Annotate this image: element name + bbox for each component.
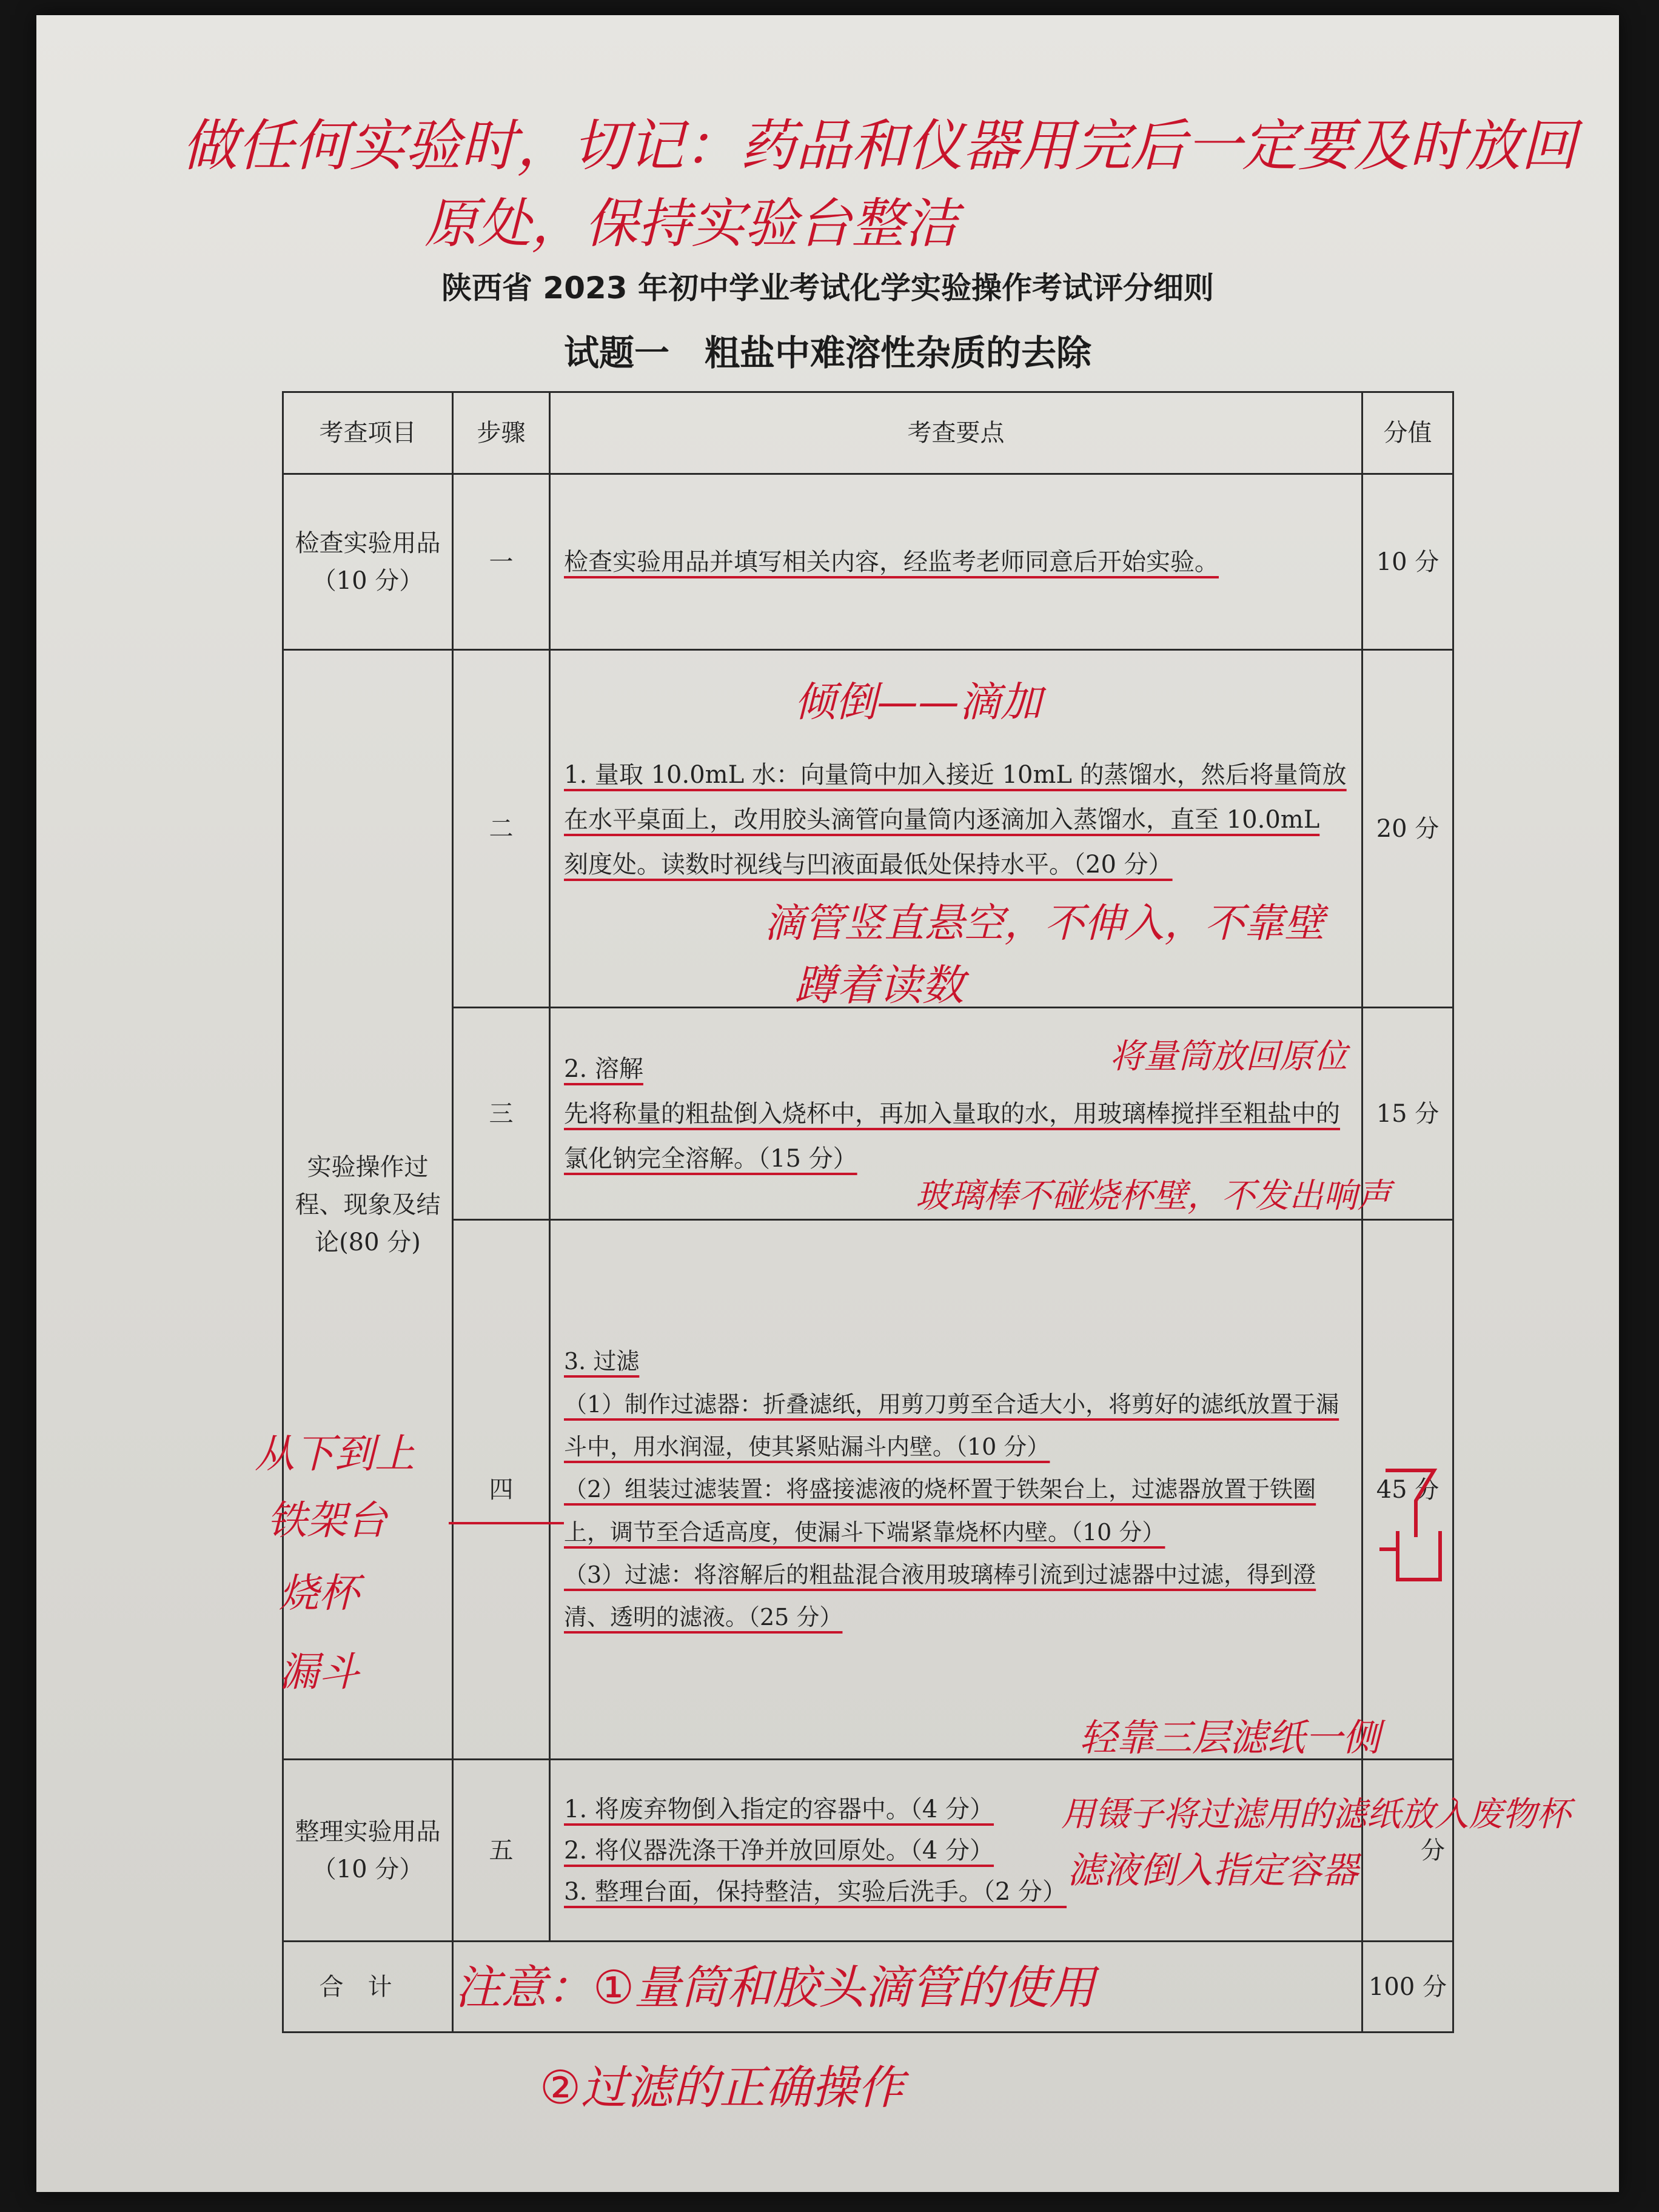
requirement-cell bbox=[550, 1220, 1362, 1760]
header-score: 分值 bbox=[1362, 392, 1453, 474]
handwritten-note-top-2: 原处，保持实验台整洁 bbox=[424, 192, 959, 255]
handwritten-order-4: 漏斗 bbox=[279, 1649, 359, 1695]
handwritten-note-bottom-2: ②过滤的正确操作 bbox=[540, 2060, 904, 2114]
handwritten-order-3: 烧杯 bbox=[279, 1570, 359, 1617]
category-cell: 检查实验用品（10 分） bbox=[283, 474, 453, 650]
requirement-cell bbox=[550, 474, 1362, 650]
score-cell: 20 分 bbox=[1362, 650, 1453, 1008]
header-points: 考查要点 bbox=[550, 392, 1362, 474]
handwritten-dropper-note: 滴管竖直悬空，不伸入，不靠壁 bbox=[764, 900, 1324, 947]
header-step: 步骤 bbox=[453, 392, 550, 474]
handwritten-triple-layer: 轻靠三层滤纸一侧 bbox=[1079, 1715, 1381, 1760]
handwritten-squat-read: 蹲着读数 bbox=[794, 960, 964, 1010]
handwritten-pour-drip: 倾倒——滴加 bbox=[794, 679, 1042, 726]
score-cell: 分 bbox=[1362, 1760, 1453, 1942]
requirement-text: 1. 量取 10.0mL 水：向量筒中加入接近 10mL 的蒸馏水，然后将量筒放在水平桌面上，改用胶头滴管向量筒内逐滴加入蒸馏水，直至 10.0mL 刻度处。读数时视线与凹液面最低处保持水平。（20 分） bbox=[564, 760, 1347, 879]
requirement-heading: 3. 过滤 bbox=[564, 1348, 640, 1375]
total-score: 100 分 bbox=[1362, 1942, 1453, 2033]
step-cell: 一 bbox=[453, 474, 550, 650]
exam-paper bbox=[36, 15, 1619, 2192]
score-cell: 10 分 bbox=[1362, 474, 1453, 650]
requirement-item: （3）过滤：将溶解后的粗盐混合液用玻璃棒引流到过滤器中过滤，得到澄清、透明的滤液。（25 分） bbox=[564, 1561, 1316, 1631]
arrow-to-step-four bbox=[449, 1522, 564, 1524]
handwritten-waste-1: 用镊子将过滤用的滤纸放入废物杯 bbox=[1061, 1795, 1570, 1834]
header-category: 考查项目 bbox=[283, 392, 453, 474]
table-row bbox=[283, 474, 1453, 650]
handwritten-waste-2: 滤液倒入指定容器 bbox=[1067, 1849, 1358, 1892]
category-cell: 整理实验用品（10 分） bbox=[283, 1760, 453, 1942]
category-cell: 实验操作过程、现象及结论(80 分) bbox=[283, 650, 453, 1760]
step-cell: 二 bbox=[453, 650, 550, 1008]
handwritten-return-cylinder: 将量筒放回原位 bbox=[1110, 1037, 1347, 1076]
handwritten-rod-note: 玻璃棒不碰烧杯壁，不发出响声 bbox=[916, 1176, 1391, 1216]
document-title: 陕西省 2023 年初中学业考试化学实验操作考试评分细则 bbox=[441, 270, 1214, 306]
step-cell: 三 bbox=[453, 1008, 550, 1220]
total-label: 合计 bbox=[283, 1942, 453, 2033]
handwritten-order-1: 从下到上 bbox=[255, 1430, 415, 1477]
document-subtitle: 试题一 粗盐中难溶性杂质的去除 bbox=[563, 332, 1091, 374]
score-cell: 45 分 bbox=[1362, 1220, 1453, 1760]
funnel-sketch-icon bbox=[1379, 1464, 1452, 1586]
step-cell: 五 bbox=[453, 1760, 550, 1942]
requirement-item: 3. 整理台面，保持整洁，实验后洗手。（2 分） bbox=[564, 1877, 1067, 1906]
step-cell: 四 bbox=[453, 1220, 550, 1760]
requirement-item: 1. 将废弃物倒入指定的容器中。（4 分） bbox=[564, 1795, 994, 1823]
handwritten-note-bottom-1: 注意：①量筒和胶头滴管的使用 bbox=[455, 1960, 1096, 2014]
requirement-heading: 2. 溶解 bbox=[564, 1054, 643, 1083]
handwritten-note-top-1: 做任何实验时，切记：药品和仪器用完后一定要及时放回 bbox=[182, 113, 1577, 178]
handwritten-order-2: 铁架台 bbox=[267, 1497, 387, 1544]
requirement-item: 2. 将仪器洗涤干净并放回原处。（4 分） bbox=[564, 1836, 994, 1865]
score-cell: 15 分 bbox=[1362, 1008, 1453, 1220]
requirement-item: （2）组装过滤装置：将盛接滤液的烧杯置于铁架台上，过滤器放置于铁圈上，调节至合适高度，使漏斗下端紧靠烧杯内壁。（10 分） bbox=[564, 1476, 1316, 1546]
table-header-row bbox=[283, 392, 1453, 474]
requirement-item: （1）制作过滤器：折叠滤纸，用剪刀剪至合适大小，将剪好的滤纸放置于漏斗中，用水润湿，使其紧贴漏斗内壁。（10 分） bbox=[564, 1390, 1339, 1461]
requirement-text: 先将称量的粗盐倒入烧杯中，再加入量取的水，用玻璃棒搅拌至粗盐中的氯化钠完全溶解。（15 分） bbox=[564, 1099, 1340, 1173]
requirement-text: 检查实验用品并填写相关内容，经监考老师同意后开始实验。 bbox=[564, 548, 1219, 576]
table-row bbox=[283, 1220, 1453, 1760]
